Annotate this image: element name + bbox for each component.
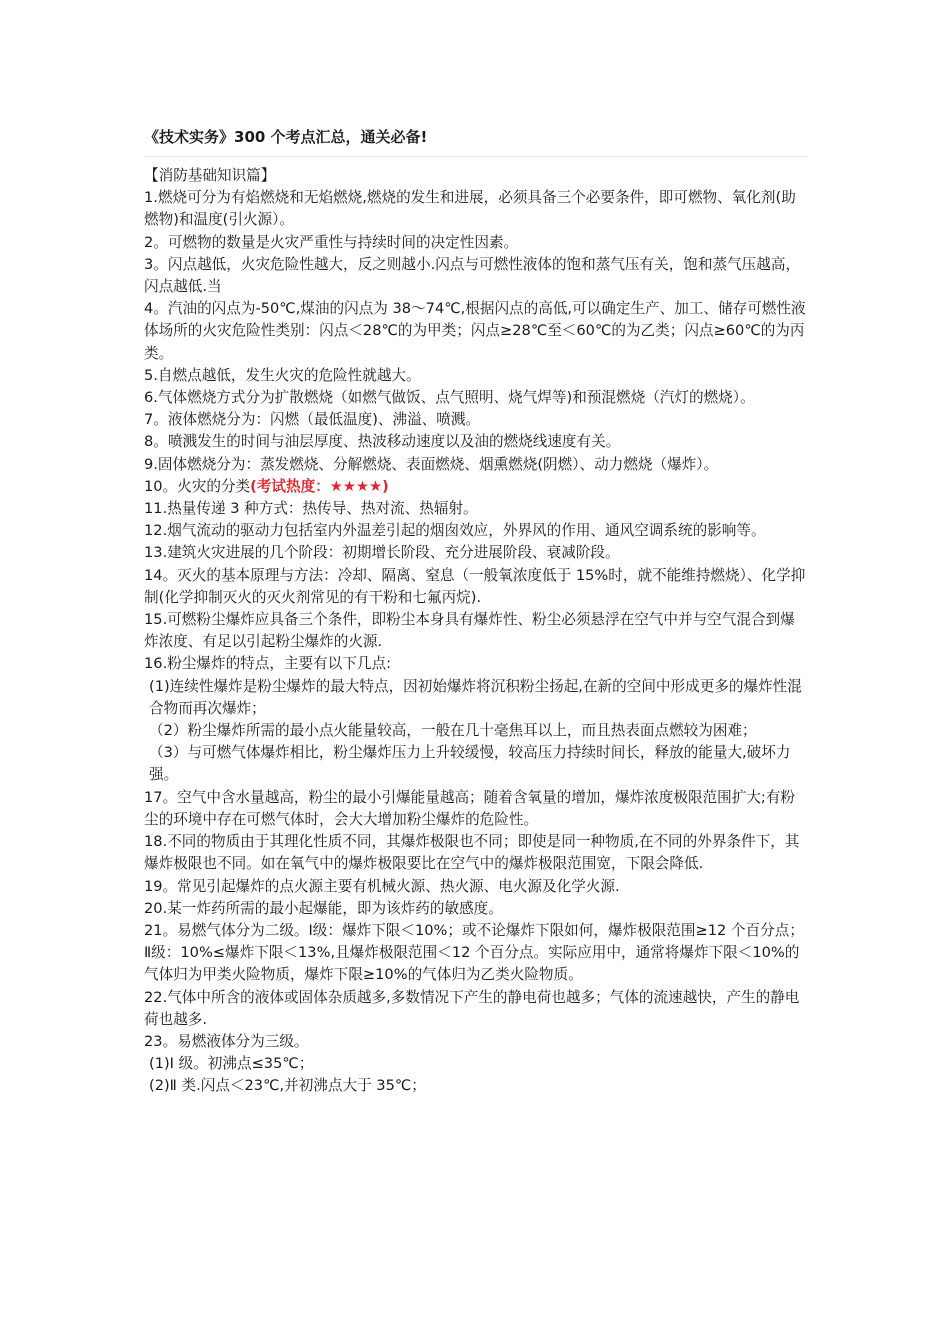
paragraph-text: (1)Ⅰ 级。初沸点≤35℃； xyxy=(149,1055,314,1073)
paragraph xyxy=(144,365,808,387)
paragraph xyxy=(144,476,808,498)
paragraph xyxy=(144,920,808,987)
paragraph xyxy=(144,498,808,520)
paragraph xyxy=(144,831,808,875)
paragraph-text: 9.固体燃烧分为：蒸发燃烧、分解燃烧、表面燃烧、烟熏燃烧(阴燃）、动力燃烧（爆炸）。 xyxy=(144,455,719,473)
paragraph-text: 7。液体燃烧分为：闪燃（最低温度)、沸溢、喷溅。 xyxy=(144,411,481,429)
paragraph xyxy=(144,1075,808,1097)
paragraph xyxy=(144,187,808,231)
paragraph-text: (2)Ⅱ 类.闪点＜23℃,并初沸点大于 35℃； xyxy=(149,1077,426,1095)
paragraph xyxy=(144,431,808,453)
paragraph xyxy=(144,409,808,431)
paragraph xyxy=(144,520,808,542)
paragraph-text: 10。火灾的分类 xyxy=(144,477,251,495)
paragraph-text: 1.燃烧可分为有焰燃烧和无焰燃烧,燃烧的发生和进展，必须具备三个必要条件，即可燃物、氧化剂(助燃物)和温度(引火源）。 xyxy=(144,189,796,229)
paragraph xyxy=(144,653,808,675)
paragraph-text: 11.热量传递 3 种方式：热传导、热对流、热辐射。 xyxy=(144,500,478,518)
paragraph xyxy=(144,609,808,653)
paragraph xyxy=(144,787,808,831)
paragraph-text: 23。易燃液体分为三级。 xyxy=(144,1032,309,1050)
paragraph xyxy=(144,387,808,409)
paragraph-text: 19。常见引起爆炸的点火源主要有机械火源、热火源、电火源及化学火源. xyxy=(144,877,620,895)
paragraph-text: 13.建筑火灾进展的几个阶段：初期增长阶段、充分进展阶段、衰减阶段。 xyxy=(144,544,620,562)
paragraph xyxy=(144,720,808,742)
paragraph-text: 15.可燃粉尘爆炸应具备三个条件，即粉尘本身具有爆炸性、粉尘必须悬浮在空气中并与空气混合到爆炸浓度、有足以引起粉尘爆炸的火源. xyxy=(144,611,795,651)
paragraph xyxy=(144,254,808,298)
paragraph xyxy=(144,542,808,564)
paragraph-text: 16.粉尘爆炸的特点，主要有以下几点: xyxy=(144,655,392,673)
paragraph-text: 18.不同的物质由于其理化性质不同，其爆炸极限也不同；即使是同一种物质,在不同的外界条件下，其爆炸极限也不同。如在氧气中的爆炸极限要比在空气中的爆炸极限范围宽，下限会降低. xyxy=(144,833,800,873)
document-page xyxy=(144,126,808,1098)
paragraph-text: （2）粉尘爆炸所需的最小点火能量较高，一般在几十毫焦耳以上，而且热表面点燃较为困难； xyxy=(149,722,757,740)
paragraph-text: 21。易燃气体分为二级。Ⅰ级：爆炸下限＜10%；或不论爆炸下限如何，爆炸极限范围≥12 个百分点；Ⅱ级：10%≤爆炸下限＜13%,且爆炸极限范围＜12 个百分点。实际应用中，通常将爆炸下限＜10%的气体归为甲类火险物质，爆炸下限≥10%的气体归为乙类火险物质。 xyxy=(144,921,804,984)
paragraph-text: 12.烟气流动的驱动力包括室内外温差引起的烟囱效应，外界风的作用、通风空调系统的影响等。 xyxy=(144,522,766,540)
paragraph xyxy=(144,898,808,920)
paragraph-text: 8。喷溅发生的时间与油层厚度、热波移动速度以及油的燃烧线速度有关。 xyxy=(144,433,621,451)
paragraph-text: 14。灭火的基本原理与方法：冷却、隔离、窒息（一般氧浓度低于 15%时，就不能维持燃烧）、化学抑制(化学抑制灭火的灭火剂常见的有干粉和七氟丙烷). xyxy=(144,566,806,606)
paragraph-text: 17。空气中含水量越高，粉尘的最小引爆能量越高；随着含氧量的增加，爆炸浓度极限范围扩大;有粉尘的环境中存在可燃气体时，会大大增加粉尘爆炸的危险性。 xyxy=(144,788,796,828)
paragraph xyxy=(144,1053,808,1075)
document-title: 《技术实务》300 个考点汇总，通关必备! xyxy=(144,126,808,157)
paragraph xyxy=(144,987,808,1031)
paragraph-text: 3。闪点越低，火灾危险性越大，反之则越小.闪点与可燃性液体的饱和蒸气压有关，饱和蒸气压越高，闪点越低.当 xyxy=(144,255,801,296)
paragraph-text: 6.气体燃烧方式分为扩散燃烧（如燃气做饭、点气照明、烧气焊等)和预混燃烧（汽灯的燃烧）。 xyxy=(144,389,755,407)
paragraph xyxy=(144,876,808,898)
paragraph xyxy=(144,298,808,365)
paragraph xyxy=(144,565,808,609)
section-heading: 【消防基础知识篇】 xyxy=(144,167,276,184)
paragraph-text: 20.某一炸药所需的最小起爆能，即为该炸药的敏感度。 xyxy=(144,899,503,917)
exam-heat-rating: (考试热度：★★★★) xyxy=(250,477,389,495)
paragraph xyxy=(144,742,808,786)
document-content xyxy=(144,165,808,1098)
paragraph xyxy=(144,454,808,476)
paragraph-text: 2。可燃物的数量是火灾严重性与持续时间的决定性因素。 xyxy=(144,233,519,251)
paragraph-text: （3）与可燃气体爆炸相比，粉尘爆炸压力上升较缓慢，较高压力持续时间长，释放的能量大,破坏力强。 xyxy=(149,744,791,784)
paragraph-text: 22.气体中所含的液体或固体杂质越多,多数情况下产生的静电荷也越多；气体的流速越快，产生的静电荷也越多. xyxy=(144,988,800,1028)
paragraph-text: 4。汽油的闪点为-50℃,煤油的闪点为 38～74℃,根据闪点的高低,可以确定生产、加工、储存可燃性液体场所的火灾危险性类别：闪点＜28℃的为甲类；闪点≥28℃至＜60℃的为乙类；闪点≥60℃的为丙类。 xyxy=(144,300,806,362)
paragraph-text: (1)连续性爆炸是粉尘爆炸的最大特点，因初始爆炸将沉积粉尘扬起,在新的空间中形成更多的爆炸性混合物而再次爆炸； xyxy=(149,677,802,717)
paragraph xyxy=(144,676,808,720)
paragraph xyxy=(144,1031,808,1053)
paragraph-text: 5.自燃点越低，发生火灾的危险性就越大。 xyxy=(144,366,421,384)
paragraph xyxy=(144,232,808,254)
